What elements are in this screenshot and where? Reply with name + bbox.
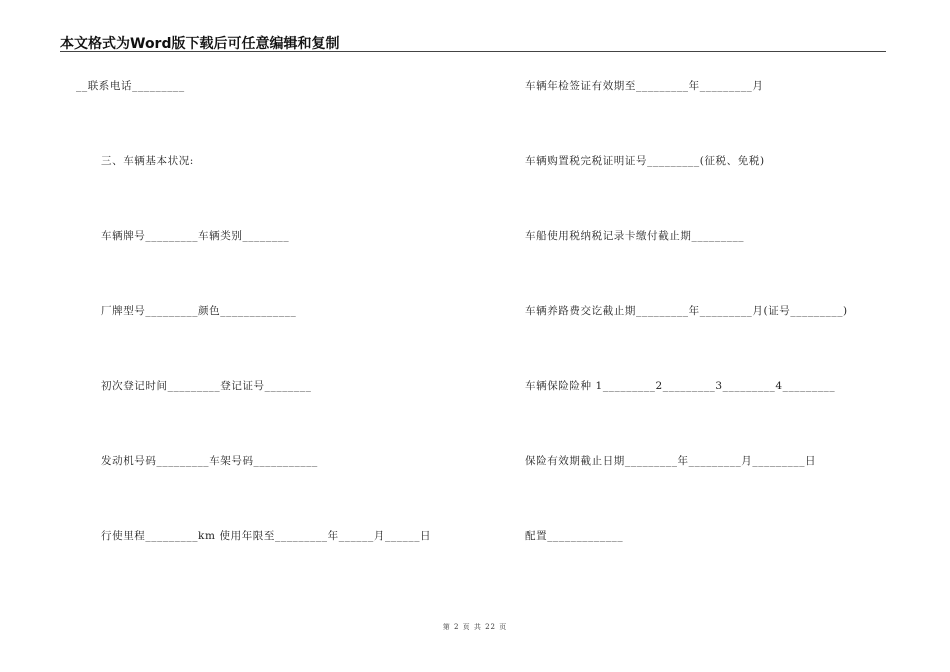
model-and-color-line: 厂牌型号_________颜色_____________	[101, 305, 297, 317]
section-vehicle-status-heading: 三、车辆基本状况:	[101, 155, 194, 167]
mileage-and-service-life-line: 行使里程_________km 使用年限至_________年______月______日	[101, 530, 432, 542]
insurance-types-line: 车辆保险险种 1_________2_________3_________4_________	[525, 380, 836, 392]
header-title: 本文格式为Word版下载后可任意编辑和复制	[60, 36, 340, 52]
registration-line: 初次登记时间_________登记证号________	[101, 380, 312, 392]
page-header	[60, 33, 886, 52]
contact-phone-line: __联系电话_________	[76, 80, 185, 92]
plate-and-category-line: 车辆牌号_________车辆类别________	[101, 230, 290, 242]
insurance-expiry-line: 保险有效期截止日期_________年_________月_________日	[525, 455, 817, 467]
road-maintenance-fee-line: 车辆养路费交讫截止期_________年_________月(证号_________)	[525, 305, 848, 317]
purchase-tax-certificate-line: 车辆购置税完税证明证号_________(征税、免税)	[525, 155, 765, 167]
annual-inspection-line: 车辆年检签证有效期至_________年_________月	[525, 80, 764, 92]
page-footer: 第 2 页 共 22 页	[442, 623, 508, 631]
configuration-line: 配置_____________	[525, 530, 624, 542]
vehicle-vessel-tax-line: 车船使用税纳税记录卡缴付截止期_________	[525, 230, 745, 242]
engine-and-frame-line: 发动机号码_________车架号码___________	[101, 455, 318, 467]
